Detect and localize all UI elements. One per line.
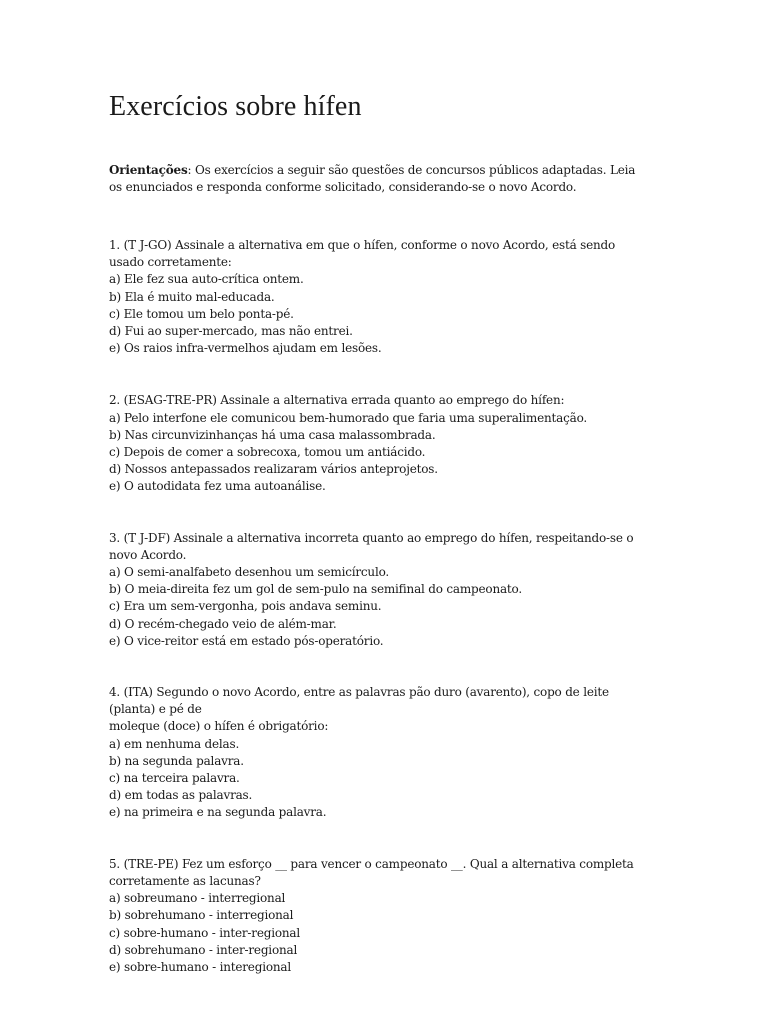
- answer-option-c: c) sobre-humano - inter-regional: [109, 925, 300, 940]
- answer-option-a: a) Ele fez sua auto-crítica ontem.: [109, 272, 304, 287]
- instructions-paragraph: [109, 162, 649, 196]
- answer-option-d: d) em todas as palavras.: [109, 788, 253, 803]
- question-stem: 2. (ESAG-TRE-PR) Assinale a alternativa errada quanto ao emprego do hífen:: [109, 393, 565, 408]
- question-5: [109, 856, 649, 976]
- page-title: Exercícios sobre hífen: [109, 91, 362, 122]
- answer-option-d: d) Fui ao super-mercado, mas não entrei.: [109, 324, 353, 339]
- document-page: [109, 88, 649, 976]
- answer-option-c: c) Era um sem-vergonha, pois andava seminu.: [109, 599, 382, 614]
- answer-option-b: b) Nas circunvizinhanças há uma casa malassombrada.: [109, 427, 436, 442]
- question-4: [109, 684, 649, 822]
- answer-option-a: a) em nenhuma delas.: [109, 736, 240, 751]
- answer-option-e: e) sobre-humano - interegional: [109, 959, 291, 974]
- answer-option-b: b) sobrehumano - interregional: [109, 908, 294, 923]
- answer-option-b: b) O meia-direita fez um gol de sem-pulo na semifinal do campeonato.: [109, 582, 522, 597]
- instructions-label: Orientações: [109, 163, 188, 177]
- answer-option-e: e) O autodidata fez uma autoanálise.: [109, 479, 326, 494]
- answer-option-e: e) O vice-reitor está em estado pós-operatório.: [109, 633, 384, 648]
- answer-option-e: e) Os raios infra-vermelhos ajudam em lesões.: [109, 341, 382, 356]
- question-1: [109, 237, 649, 357]
- question-stem: 4. (ITA) Segundo o novo Acordo, entre as palavras pão duro (avarento), copo de leite (planta) e pé de: [109, 685, 609, 717]
- instructions-text: : Os exercícios a seguir são questões de concursos públicos adaptadas. Leia os enunciados e responda conforme solicitado, considerando-se o novo Acordo.: [109, 163, 636, 194]
- answer-option-b: b) Ela é muito mal-educada.: [109, 289, 275, 304]
- question-stem-continuation: moleque (doce) o hífen é obrigatório:: [109, 719, 329, 734]
- question-stem: 1. (T J-GO) Assinale a alternativa em que o hífen, conforme o novo Acordo, está sendo usado corretamente:: [109, 238, 616, 270]
- answer-option-a: a) sobreumano - interregional: [109, 891, 286, 906]
- answer-option-c: c) Depois de comer a sobrecoxa, tomou um antiácido.: [109, 445, 426, 460]
- answer-option-c: c) Ele tomou um belo ponta-pé.: [109, 306, 294, 321]
- answer-option-d: d) sobrehumano - inter-regional: [109, 942, 298, 957]
- question-3: [109, 530, 649, 650]
- question-stem: 5. (TRE-PE) Fez um esforço __ para vencer o campeonato __. Qual a alternativa completa corretamente as lacunas?: [109, 856, 634, 888]
- answer-option-d: d) Nossos antepassados realizaram vários anteprojetos.: [109, 462, 438, 477]
- answer-option-c: c) na terceira palavra.: [109, 771, 240, 786]
- answer-option-a: a) Pelo interfone ele comunicou bem-humorado que faria uma superalimentação.: [109, 410, 588, 425]
- answer-option-a: a) O semi-analfabeto desenhou um semicírculo.: [109, 565, 390, 580]
- answer-option-e: e) na primeira e na segunda palavra.: [109, 805, 327, 820]
- answer-option-b: b) na segunda palavra.: [109, 753, 244, 768]
- question-2: [109, 392, 649, 495]
- question-stem: 3. (T J-DF) Assinale a alternativa incorreta quanto ao emprego do hífen, respeitando-se o novo Acordo.: [109, 530, 634, 562]
- answer-option-d: d) O recém-chegado veio de além-mar.: [109, 616, 337, 631]
